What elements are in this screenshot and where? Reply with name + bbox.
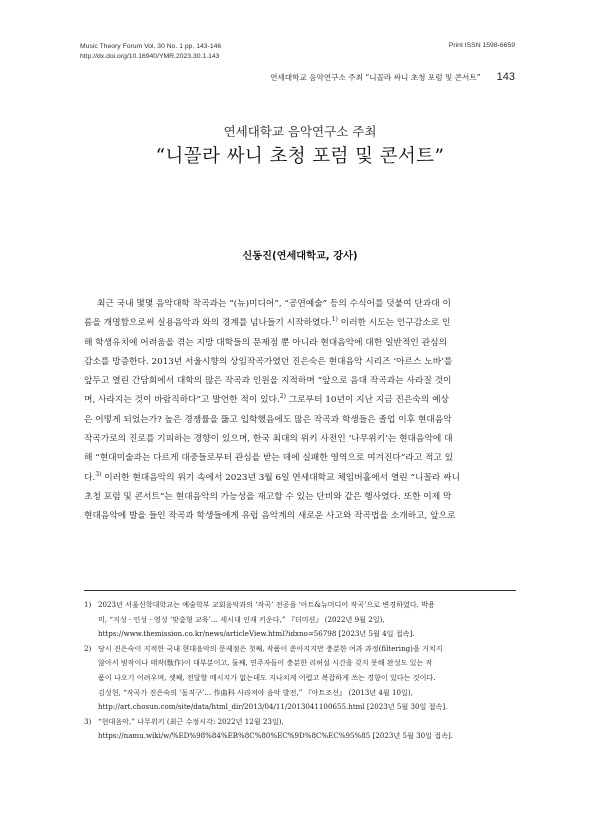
footnote-1 [84, 598, 516, 642]
footnote-divider [84, 590, 516, 591]
body-line: 작곡가로의 진로를 기피하는 경향이 있으며, 한국 최대의 위키 사전인 ‘나무위키’는 현대음악에 대 [84, 434, 453, 445]
issn: Print ISSN 1598-6659 [448, 42, 515, 49]
body-line: 최근 국내 몇몇 음악대학 작곡과는 “(뉴)미디어”, “공연예술” 등의 수식어를 덧붙여 단과대 이 [97, 299, 451, 309]
body-line: 해 학생유치에 어려움을 겪는 지방 대학들의 문제점 뿐 아니라 현대음악에 대한 일반적인 관심의 [84, 337, 448, 348]
footnote-line: 당시 진은숙이 지적한 국내 현대음악의 문제점은 첫째, 작품이 쏟아지지만 충분한 여과 과정(filtering)을 거치지 [98, 643, 443, 653]
body-line: 다.$^{3)}$ 이러한 현대음악의 위기 속에서 2023년 3월 6일 연세대학교 체임버홀에서 열린 “니꼴라 싸니 [84, 470, 461, 483]
journal-meta [80, 42, 221, 62]
footnote-number: 1) [84, 600, 92, 609]
footnote-line: 미, “지성 · 인성 · 영성 ‘맞춤형 교육’… 세시대 인재 키운다,” 『더미션』 (2022년 9월 2일), [98, 614, 385, 624]
running-head [270, 71, 515, 83]
footnote-number: 2) [84, 643, 92, 653]
journal-doi: http://dx.doi.org/10.16940/YMR.2023.30.1.143 [80, 53, 220, 60]
article-title: “니꼴라 싸니 초청 포럼 및 콘서트” [155, 146, 445, 167]
article-author: 신동진(연세대학교, 강사) [242, 251, 358, 262]
body-line: 현대음악에 발을 들인 작곡과 학생들에게 유럽 음악계의 새로운 사고와 작곡법을 소개하고, 앞으로 [84, 511, 456, 522]
body-line: 은 어떻게 되었는가? 높은 경쟁률을 뚫고 입학했음에도 많은 작곡과 학생들은 졸업 이후 현대음악 [84, 414, 452, 425]
footnote-link[interactable]: https://namu.wiki/w/%ED%98%84%EB%8C%80%EC%9D%8C%EC%95%85 [2023년 5월 30일 접속]. [98, 731, 453, 741]
body-line: 감소를 방증한다. 2013년 서울시향의 상임작곡가였던 진은숙은 현대음악 시리즈 ‘아르스 노바’를 [84, 356, 453, 367]
footnote-line: 않아서 범작이나 태작(駄作)이 대부분이고, 둘째, 연주자들이 충분한 리허설 시간을 갖지 못해 완성도 있는 작 [98, 658, 433, 668]
footnote-line: “현대음악,” 나무위키 (최근 수정시각: 2022년 12월 23일), [98, 716, 284, 726]
footnote-3 [84, 715, 516, 744]
footnote-line: 2023년 서울신학대학교는 예술학부 교회음악과의 ‘작곡’ 전공을 ‘아트&뉴미디어 작곡’으로 변경하였다. 박용 [98, 600, 435, 609]
body-line: 해 “현대미술과는 다르게 대중들로부터 관심을 받는 데에 실패한 영역으로 여겨진다”라고 적고 있 [84, 453, 454, 464]
footnote-ref-3[interactable]: 3) [95, 470, 102, 478]
body-line: 름을 개명함으로써 실용음악과 와의 경계를 넘나들기 시작하였다.$^{1)}$ 이러한 시도는 인구감소로 인 [84, 316, 451, 329]
body-text [84, 295, 516, 527]
footnote-link[interactable]: http://art.chosun.com/site/data/html_dir/2013/04/11/2013041100655.html [2023년 5월 30일 접속]. [98, 702, 448, 712]
running-head-text: 연세대학교 음악연구소 주최 “니꼴라 싸니 초청 포럼 및 콘서트” [270, 72, 481, 82]
footnotes [84, 598, 516, 744]
body-line: 초청 포럼 및 콘서트”는 현대음악의 가능성을 재고할 수 있는 단비와 같은 행사였다. 또한 이제 막 [84, 491, 452, 502]
footnote-line: 품이 나오기 어려우며, 셋째, 전달할 메시지가 없는데도 지나치게 어렵고 복잡하게 쓰는 경향이 있다는 것이다. [98, 672, 436, 682]
journal-citation: Music Theory Forum Vol. 30 No. 1 pp. 143-146 [80, 43, 222, 50]
footnote-line: 김성현, “작곡가 진은숙의 ‘돌직구’… 作曲科 사라져야 음악 발전,” 『아트조선』 (2013년 4월 10일), [98, 687, 413, 697]
page-number: 143 [496, 71, 515, 83]
footnote-ref-1[interactable]: 1) [331, 316, 338, 324]
body-line: 며, 사라지는 것이 바람직하다”고 발언한 적이 있다.$^{2)}$ 그로부터 10년이 지난 지금 진은숙의 예상 [84, 393, 450, 406]
footnote-2 [84, 642, 516, 715]
footnote-link[interactable]: https://www.themission.co.kr/news/articleView.html?idxno=56798 [2023년 5월 4일 접속]. [98, 629, 415, 639]
footnote-number: 3) [84, 716, 92, 726]
footnote-ref-2[interactable]: 2) [279, 393, 286, 401]
article-kicker: 연세대학교 음악연구소 주최 [223, 124, 377, 139]
body-line: 앞두고 열린 간담회에서 대학의 많은 작곡과 인원을 지적하며 “앞으로 음대 작곡과는 사라질 것이 [84, 376, 452, 387]
